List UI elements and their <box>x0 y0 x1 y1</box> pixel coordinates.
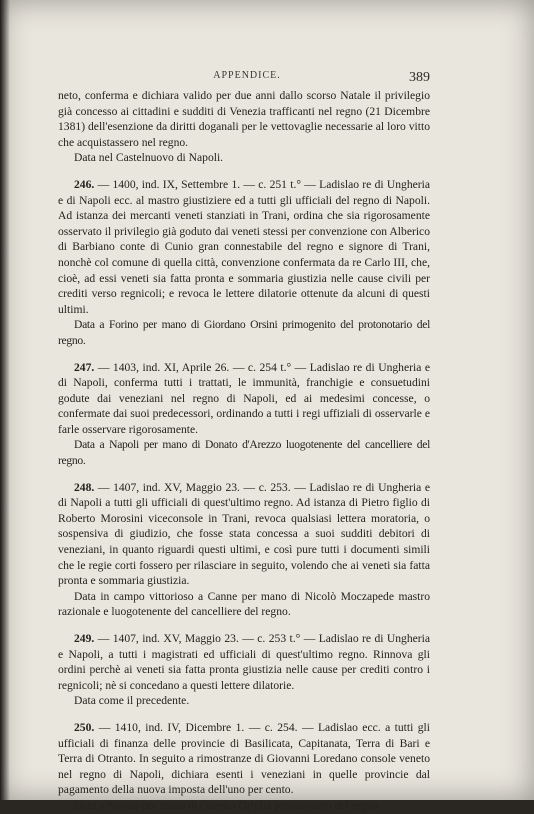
entry-text <box>58 720 430 798</box>
page-body <box>58 88 430 814</box>
entry-dated: Dato a Napoli per mano di Gurello Origlia protonotario del regno. <box>74 798 381 812</box>
entry-text <box>58 631 430 693</box>
entry-number: 247. <box>74 360 95 374</box>
entry-number: 250. <box>74 720 95 734</box>
page-number: 389 <box>409 70 430 85</box>
continuation-text: neto, conferma e dichiara valido per due anni dallo scorso Natale il privilegio già concesso ai cittadini e sudditi di Venezia trafficanti nel regno (21 Dicembre 1381) dell'esenzione da diritti doganali per le vettovaglie necessarie al loro vitto che acquistassero nel regno. <box>58 89 430 149</box>
entry-dated: Data come il precedente. <box>74 694 190 708</box>
entry-dated: Data in campo vittorioso a Canne per mano di Nicolò Moczapede mastro razionale e luogotenente del cancelliere del regno. <box>58 589 430 619</box>
entry-body: — 1400, ind. IX, Settembre 1. — c. 251 t.° — Ladislao re di Ungheria e di Napoli ecc. al mastro giustiziere ed a tutti gli ufficiali del regno di Napoli. Ad istanza dei mercanti veneti stanziati in Trani, ordina che sia rigorosamente osservato il privilegio già goduto dai veneti stessi per convenzione con Alberico di Barbiano conte di Cunio gran connestabile del regno e signore di Trani, nonchè col comune di quella città, convenzione confermata da re Carlo III, che, cioè, ad essi veneti sia fatta pronta e sommaria giustizia nelle cause civili per crediti verso regnicoli; e revoca le lettere dilatorie ottenute da alcuni di questi ultimi. <box>58 177 431 316</box>
running-header: APPENDICE. <box>213 70 281 81</box>
entry-249 <box>58 631 430 709</box>
entry-250 <box>58 720 430 814</box>
entry-body: — 1407, ind. XV, Maggio 23. — c. 253. — Ladislao re di Ungheria e di Napoli a tutti gli ufficiali di quest'ultimo regno. Ad istanza di Pietro figlio di Roberto Morosini viceconsole in Trani, revoca qualsiasi lettera moratoria, o sospensiva di giudizio, che fosse stata concessa a suoi sudditi debitori di veneziani, in quanto riguardi questi ultimi, e così pure tutti i documenti simili che le regie corti fossero per rilasciare in seguito, volendo che ai veneti sia fatta pronta e sommaria giustizia. <box>58 480 430 588</box>
entry-body: — 1407, ind. XV, Maggio 23. — c. 253 t.° — Ladislao re di Ungheria e Napoli, a tutti i magistrati ed ufficiali di quest'ultimo regno. Rinnova gli ordini perchè ai veneti sia fatta pronta giustizia nelle cause per crediti contro i regnicoli; nè si concedano a questi lettere dilatorie. <box>58 632 431 692</box>
entry-247 <box>58 360 430 469</box>
entry-dated: Data a Forino per mano di Giordano Orsini primogenito del protonotario del regno. <box>58 318 430 347</box>
entry-text <box>58 177 430 317</box>
entry-246 <box>58 177 430 349</box>
continuation-dated: Data nel Castelnuovo di Napoli. <box>74 151 224 165</box>
entry-number: 248. <box>74 480 95 494</box>
entry-number: 249. <box>74 632 95 645</box>
entry-number: 246. <box>74 177 95 191</box>
binding-shadow <box>0 0 10 800</box>
entry-text <box>58 360 430 438</box>
entry-body: — 1403, ind. XI, Aprile 26. — c. 254 t.° — Ladislao re di Ungheria e di Napoli, conferma tutti i trattati, le immunità, franchigie e consuetudini godute dai veneziani nel regno di Napoli, ed ai medesimi concesse, o confermate dai suoi predecessori, ordinando a tutti i regi uffiziali di osservarle e farle osservare rigorosamente. <box>58 360 430 436</box>
entry-body: — 1410, ind. IV, Dicembre 1. — c. 254. — Ladislao ecc. a tutti gli ufficiali di finanza delle provincie di Basilicata, Capitanata, Terra di Bari e Terra di Otranto. In seguito a rimostranze di Giovanni Loredano console veneto nel regno di Napoli, dichiara esenti i veneziani in quelle provincie dal pagamento della nuova imposta dell'uno per cento. <box>58 720 430 797</box>
entry-text <box>58 480 430 589</box>
entry-dated: Data a Napoli per mano di Donato d'Arezzo luogotenente del cancelliere del regno. <box>58 438 430 468</box>
entry-248 <box>58 480 430 620</box>
